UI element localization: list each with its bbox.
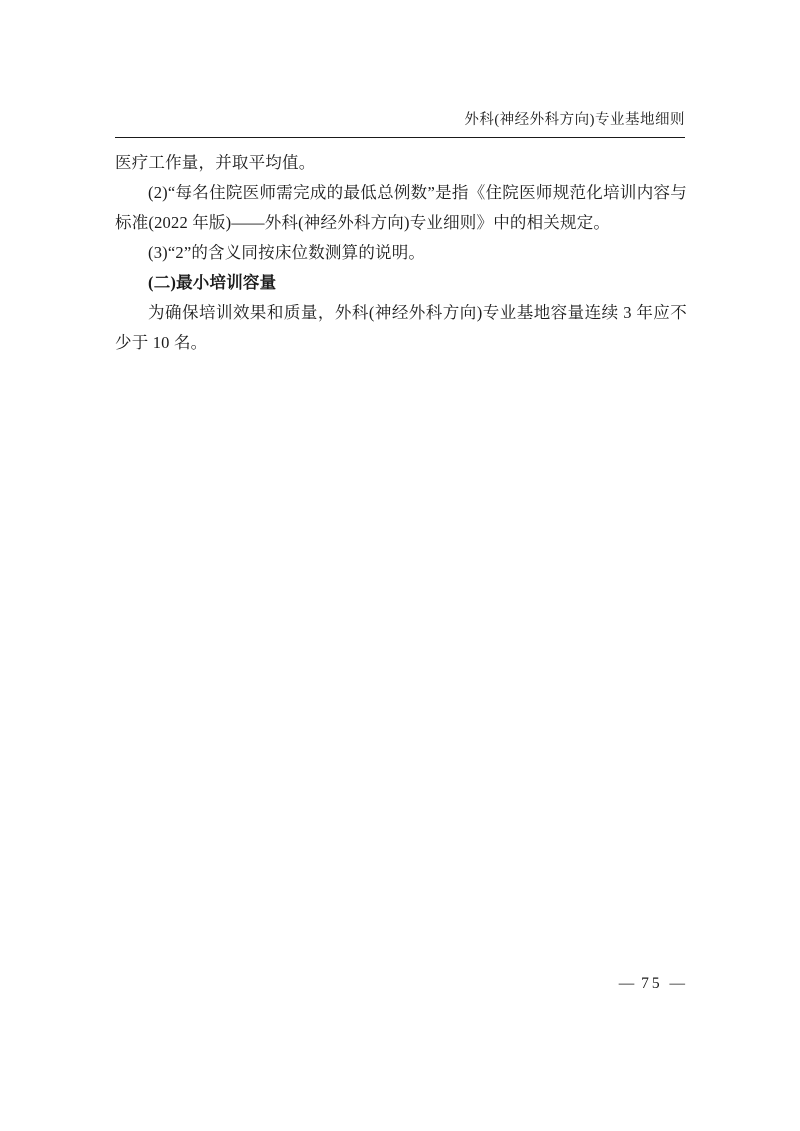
- paragraph: (3)“2”的含义同按床位数测算的说明。: [148, 243, 426, 262]
- paragraph: 为确保培训效果和质量，外科(神经外科方向)专业基地容量连续 3 年应不少于 10 名。: [115, 303, 687, 352]
- paragraph: (2)“每名住院医师需完成的最低总例数”是指《住院医师规范化培训内容与标准(2022 年版)——外科(神经外科方向)专业细则》中的相关规定。: [115, 183, 687, 232]
- page-body: [115, 148, 687, 358]
- header-divider: [115, 137, 685, 138]
- section-heading: (二)最小培训容量: [148, 273, 277, 292]
- footer-dash-right: —: [669, 975, 685, 992]
- paragraph: 医疗工作量，并取平均值。: [115, 153, 316, 172]
- footer-dash-left: —: [618, 975, 635, 992]
- running-header: 外科(神经外科方向)专业基地细则: [464, 112, 685, 128]
- page-number: 75: [641, 975, 663, 992]
- page-footer: [115, 975, 685, 993]
